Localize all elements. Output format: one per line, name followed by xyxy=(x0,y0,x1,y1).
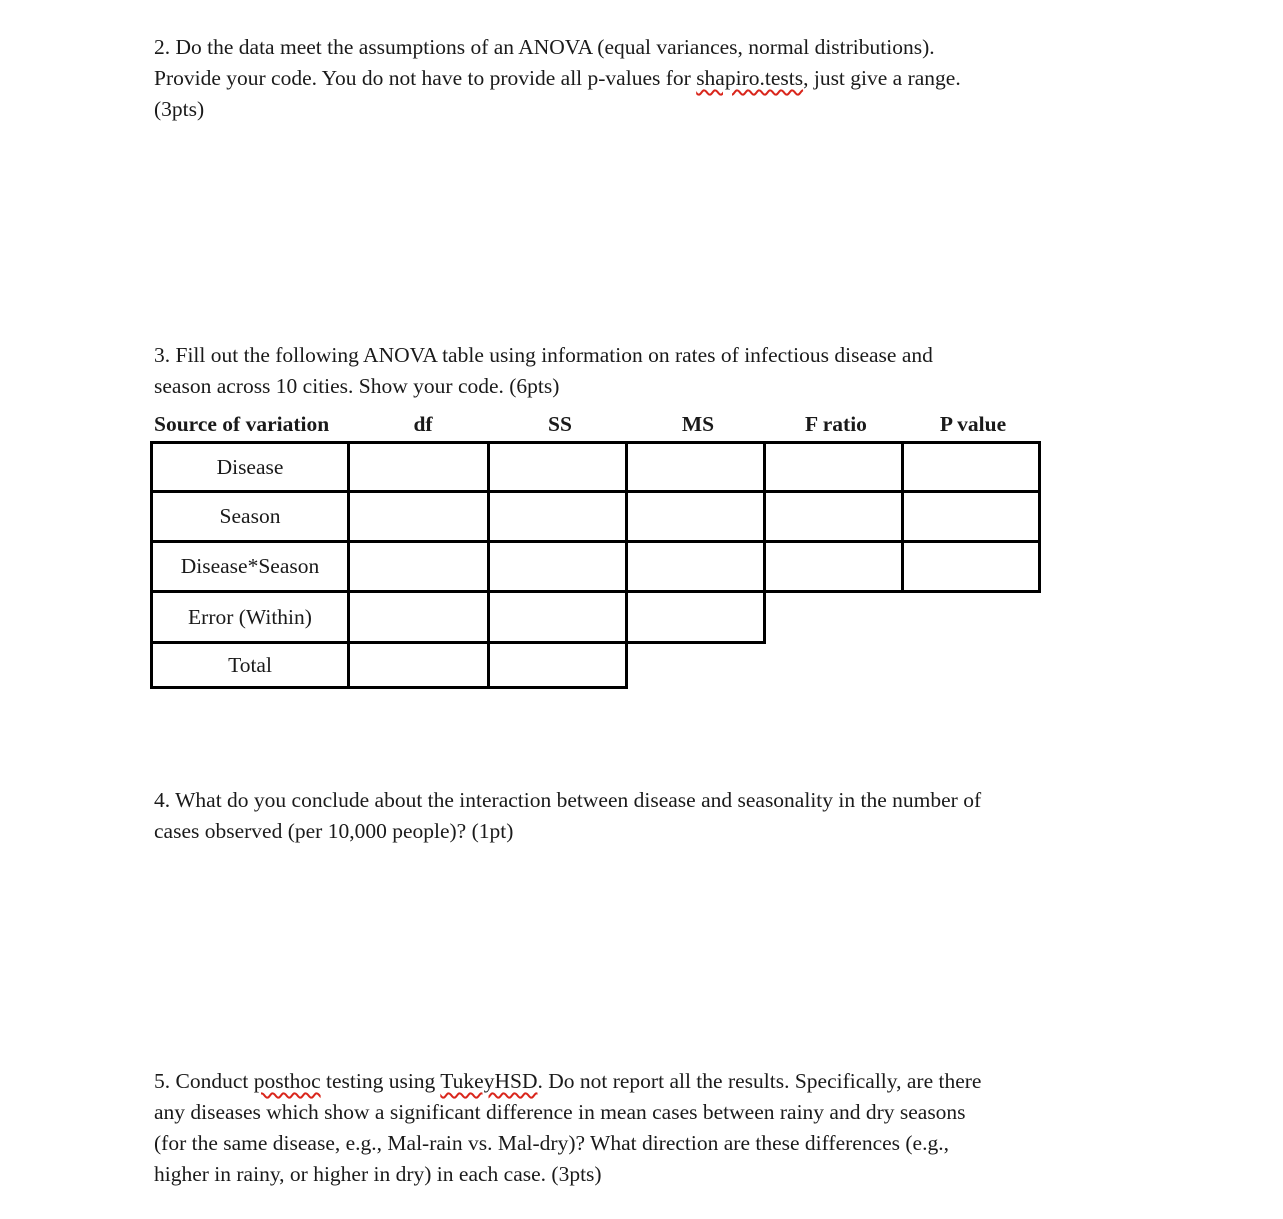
question-5-line-3: (for the same disease, e.g., Mal-rain vs. Mal-dry)? What direction are these differences (e.g., xyxy=(154,1131,949,1155)
question-2 xyxy=(154,32,961,125)
question-3-line-2: season across 10 cities. Show your code. (6pts) xyxy=(154,374,560,398)
question-2-points: (3pts) xyxy=(154,97,205,121)
question-5-line-1 xyxy=(154,1066,981,1097)
cell-interaction-f-ratio[interactable] xyxy=(763,540,904,593)
header-ms: MS xyxy=(681,412,715,436)
row-label-disease: Disease xyxy=(150,441,350,493)
cell-season-f-ratio[interactable] xyxy=(763,490,904,543)
row-label-disease-season: Disease*Season xyxy=(150,540,350,593)
cell-interaction-ss[interactable] xyxy=(487,540,628,593)
question-5-text: 5. Conduct xyxy=(154,1069,254,1093)
question-2-text-end: , just give a range. xyxy=(803,66,961,90)
question-5-text-mid: testing using xyxy=(320,1069,441,1093)
cell-interaction-ms[interactable] xyxy=(625,540,766,593)
header-p-value: P value xyxy=(939,412,1007,436)
cell-disease-ss[interactable] xyxy=(487,441,628,493)
cell-total-ss[interactable] xyxy=(487,641,628,689)
question-3-line-1: 3. Fill out the following ANOVA table using information on rates of infectious disease and xyxy=(154,343,933,367)
misspelled-word-tukeyhsd[interactable]: TukeyHSD xyxy=(440,1069,538,1093)
question-5-text-end: . Do not report all the results. Specifically, are there xyxy=(537,1069,982,1093)
cell-error-ms[interactable] xyxy=(625,590,766,644)
misspelled-word-posthoc[interactable]: posthoc xyxy=(253,1069,321,1093)
header-source-of-variation: Source of variation xyxy=(154,412,330,436)
cell-season-ms[interactable] xyxy=(625,490,766,543)
question-4 xyxy=(154,785,981,847)
anova-row-disease xyxy=(150,441,1038,493)
cell-disease-f-ratio[interactable] xyxy=(763,441,904,493)
anova-row-interaction xyxy=(150,540,1038,593)
cell-interaction-df[interactable] xyxy=(347,540,490,593)
question-2-text: Provide your code. You do not have to provide all p-values for xyxy=(154,66,697,90)
question-5-line-4: higher in rainy, or higher in dry) in each case. (3pts) xyxy=(154,1162,602,1186)
cell-disease-ms[interactable] xyxy=(625,441,766,493)
cell-season-p-value[interactable] xyxy=(901,490,1041,543)
question-3 xyxy=(154,340,933,402)
misspelled-word-shapiro-tests[interactable]: shapiro.tests xyxy=(696,66,804,90)
question-4-line-1: 4. What do you conclude about the interaction between disease and seasonality in the number of xyxy=(154,788,982,812)
cell-error-df[interactable] xyxy=(347,590,490,644)
row-label-total: Total xyxy=(150,641,350,689)
cell-disease-p-value[interactable] xyxy=(901,441,1041,493)
question-2-line-2 xyxy=(154,63,961,94)
question-4-line-2: cases observed (per 10,000 people)? (1pt) xyxy=(154,819,514,843)
header-ss: SS xyxy=(548,412,572,436)
cell-error-ss[interactable] xyxy=(487,590,628,644)
cell-total-df[interactable] xyxy=(347,641,490,689)
header-f-ratio: F ratio xyxy=(805,412,867,436)
cell-disease-df[interactable] xyxy=(347,441,490,493)
anova-row-season xyxy=(150,490,1038,543)
anova-row-error xyxy=(150,590,763,644)
cell-interaction-p-value[interactable] xyxy=(901,540,1041,593)
question-5 xyxy=(154,1066,981,1190)
cell-season-df[interactable] xyxy=(347,490,490,543)
anova-row-total xyxy=(150,641,625,689)
question-5-line-2: any diseases which show a significant difference in mean cases between rainy and dry seasons xyxy=(154,1100,966,1124)
cell-season-ss[interactable] xyxy=(487,490,628,543)
row-label-season: Season xyxy=(150,490,350,543)
row-label-error: Error (Within) xyxy=(150,590,350,644)
question-2-line-1: 2. Do the data meet the assumptions of an ANOVA (equal variances, normal distributions). xyxy=(154,35,935,59)
header-df: df xyxy=(413,412,433,436)
